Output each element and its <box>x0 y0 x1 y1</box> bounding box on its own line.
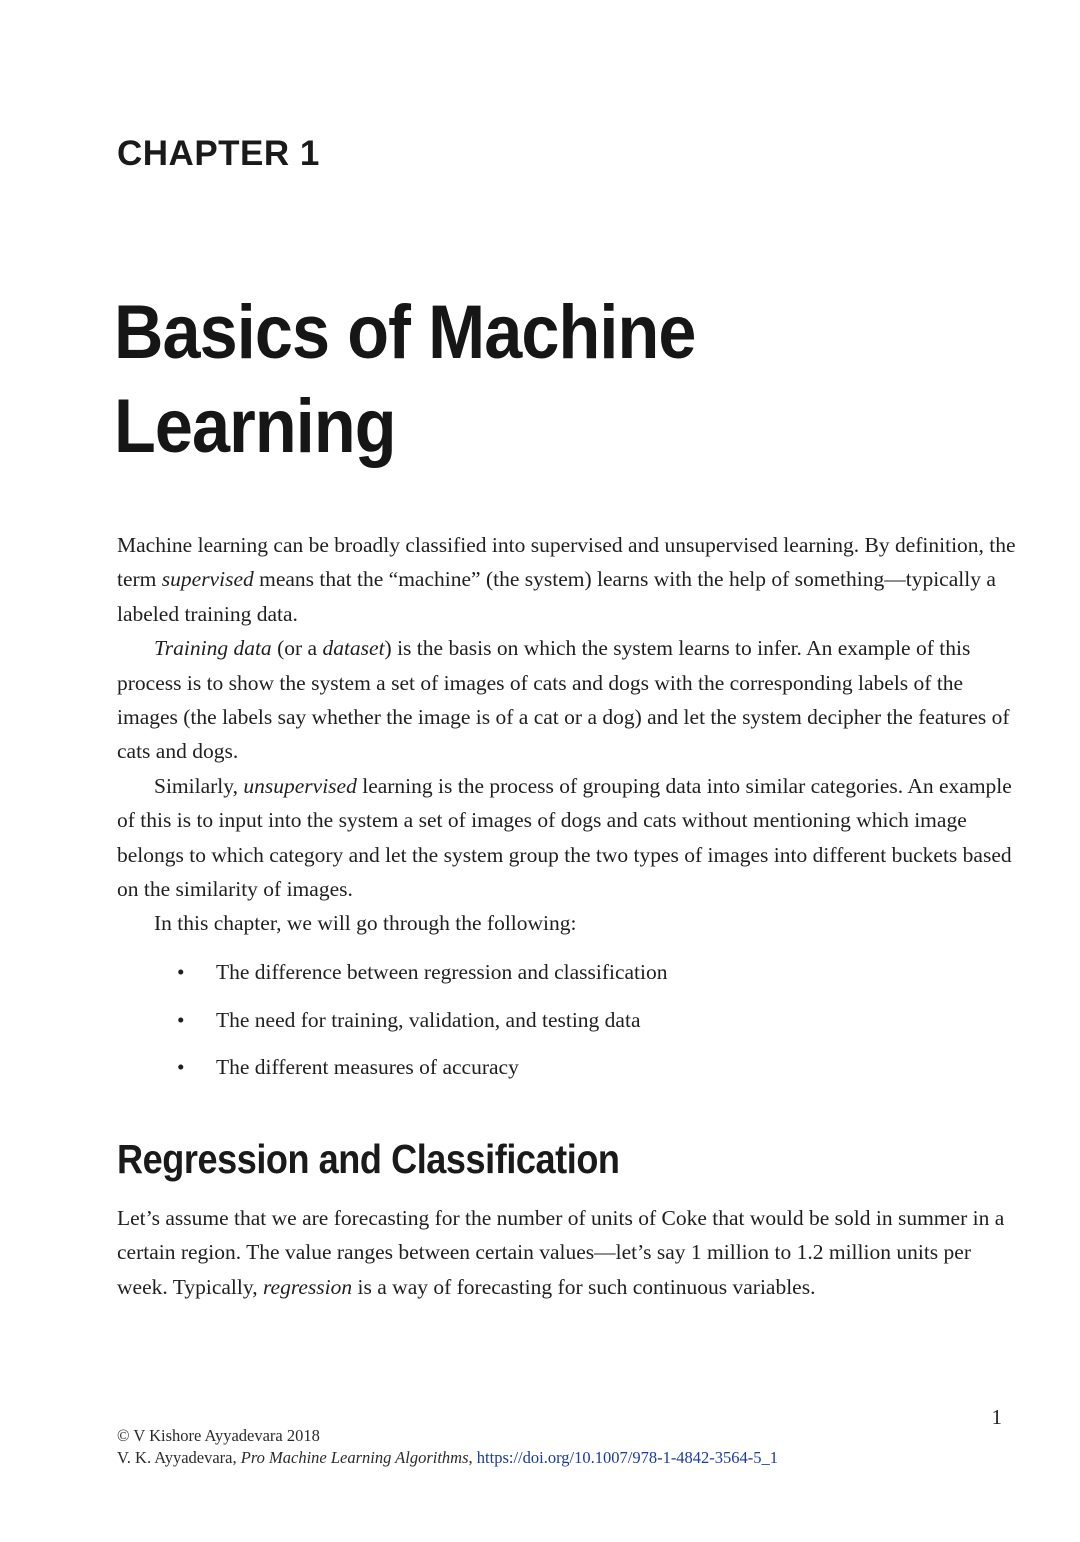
citation-line <box>117 1447 778 1469</box>
page-number: 1 <box>991 1405 1002 1429</box>
list-item <box>117 1050 1017 1084</box>
bullet-icon: • <box>177 1007 185 1032</box>
intro-section <box>117 528 1017 1098</box>
citation-separator: , <box>468 1448 477 1467</box>
section-paragraph-1 <box>117 1201 1017 1304</box>
list-item <box>117 955 1017 989</box>
term-regression: regression <box>262 1274 353 1299</box>
topics-list <box>117 955 1017 1085</box>
doi-link[interactable]: https://doi.org/10.1007/978-1-4842-3564-5_1 <box>476 1448 779 1467</box>
term-supervised: supervised <box>161 567 254 592</box>
list-item-text: The need for training, validation, and testing data <box>216 1007 641 1032</box>
chapter-title <box>114 286 695 474</box>
text-run: means that the “machine” (the system) learns with the help of something—typically a labeled training data. <box>117 567 996 626</box>
book-title: Pro Machine Learning Algorithms <box>240 1448 469 1467</box>
intro-paragraph-1 <box>117 528 1017 631</box>
intro-paragraph-4: In this chapter, we will go through the following: <box>154 911 577 936</box>
text-run: is a way of forecasting for such continuous variables. <box>352 1274 816 1299</box>
intro-paragraph-3 <box>117 769 1017 907</box>
term-unsupervised: unsupervised <box>243 773 357 798</box>
chapter-title-line-2: Learning <box>114 384 396 469</box>
section-heading: Regression and Classification <box>117 1136 620 1182</box>
list-item-text: The difference between regression and classification <box>216 959 668 984</box>
text-run: learning is the process of grouping data into similar categories. An example of this is to input into the system a set of images of dogs and cats without mentioning which image belongs to which category and let the system group the two types of images into different buckets based on the similarity of images. <box>117 773 1012 902</box>
footer <box>117 1425 778 1469</box>
text-run: Let’s assume that we are forecasting for the number of units of Coke that would be sold in summer in a certain region. The value ranges between certain values—let’s say 1 million to 1.2 million units per week. Typically, <box>117 1206 1005 1299</box>
list-item-text: The different measures of accuracy <box>216 1055 519 1080</box>
chapter-title-line-1: Basics of Machine <box>114 290 696 375</box>
term-dataset: dataset <box>322 636 385 661</box>
text-run: Similarly, <box>154 773 244 798</box>
section-body <box>117 1201 1017 1304</box>
bullet-icon: • <box>177 959 185 984</box>
list-item <box>117 1003 1017 1037</box>
text-run: Machine learning can be broadly classified into supervised and unsupervised learning. By definition, the term <box>117 533 1016 592</box>
chapter-label: CHAPTER 1 <box>117 134 320 173</box>
text-run: (or a <box>271 636 323 661</box>
bullet-icon: • <box>177 1055 185 1080</box>
intro-paragraph-2 <box>117 631 1017 769</box>
term-training-data: Training data <box>154 636 272 661</box>
citation-author: V. K. Ayyadevara, <box>117 1448 241 1467</box>
copyright-line: © V Kishore Ayyadevara 2018 <box>117 1426 320 1445</box>
text-run: ) is the basis on which the system learns to infer. An example of this process is to show the system a set of images of cats and dogs with the corresponding labels of the images (the labels say whether the image is of a cat or a dog) and let the system decipher the features of cats and dogs. <box>117 636 1010 764</box>
